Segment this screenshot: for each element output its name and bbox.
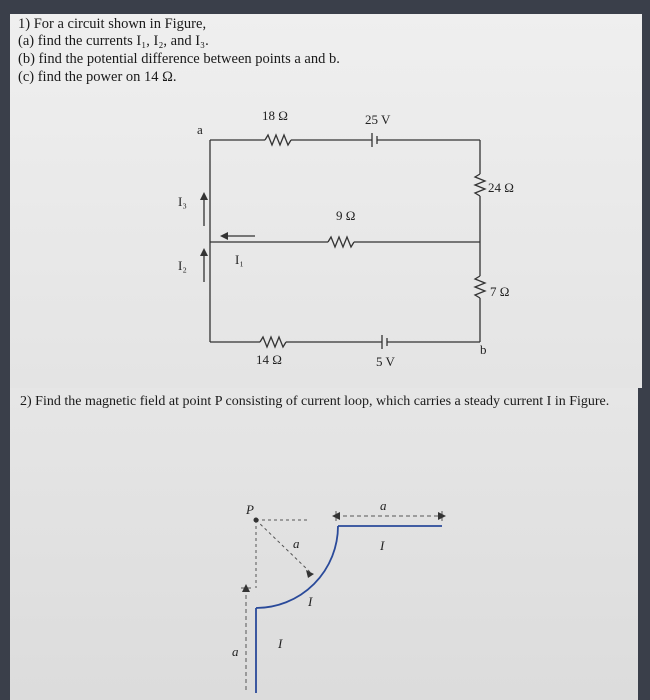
label-i-arc: I (308, 594, 313, 609)
q1-title: 1) For a circuit shown in Figure, (18, 16, 207, 32)
q1-part-a: (a) find the currents I₁, I₂, and I₃. (18, 33, 209, 49)
label-r7: 7 Ω (490, 284, 510, 299)
label-a-top: a (380, 498, 387, 513)
label-r14: 14 Ω (256, 352, 282, 367)
q1-part-b: (b) find the potential difference between points a and b. (18, 51, 340, 67)
resistor-9-symbol (328, 237, 354, 247)
label-i2: I₂ (178, 258, 187, 273)
resistor-18-symbol (265, 135, 291, 145)
resistor-7-symbol (475, 276, 485, 298)
label-a-left: a (232, 644, 239, 659)
radius-line (256, 520, 310, 572)
question-1-sheet (10, 14, 642, 388)
label-i3: I₃ (178, 194, 187, 209)
circuit-diagram (10, 14, 642, 388)
current-loop-diagram (10, 388, 638, 700)
label-r9: 9 Ω (336, 208, 356, 223)
label-v5: 5 V (376, 354, 395, 369)
label-v25: 25 V (365, 112, 391, 127)
label-r18: 18 Ω (262, 108, 288, 123)
q2-text: 2) Find the magnetic field at point P consisting of current loop, which carries a steady current I in Figure. (20, 394, 610, 409)
label-a-radius: a (293, 536, 300, 551)
resistor-24-symbol (475, 174, 485, 196)
question-2-sheet (10, 388, 638, 700)
label-r24: 24 Ω (488, 180, 514, 195)
label-i1: I₁ (235, 252, 244, 267)
label-point-a: a (197, 122, 203, 137)
q1-part-c: (c) find the power on 14 Ω. (18, 69, 177, 85)
label-i-top: I (380, 538, 385, 553)
resistor-14-symbol (260, 337, 286, 347)
label-i-vertical: I (278, 636, 283, 651)
point-p-dot (254, 518, 259, 523)
label-point-b: b (480, 342, 487, 357)
label-p: P (246, 502, 254, 517)
